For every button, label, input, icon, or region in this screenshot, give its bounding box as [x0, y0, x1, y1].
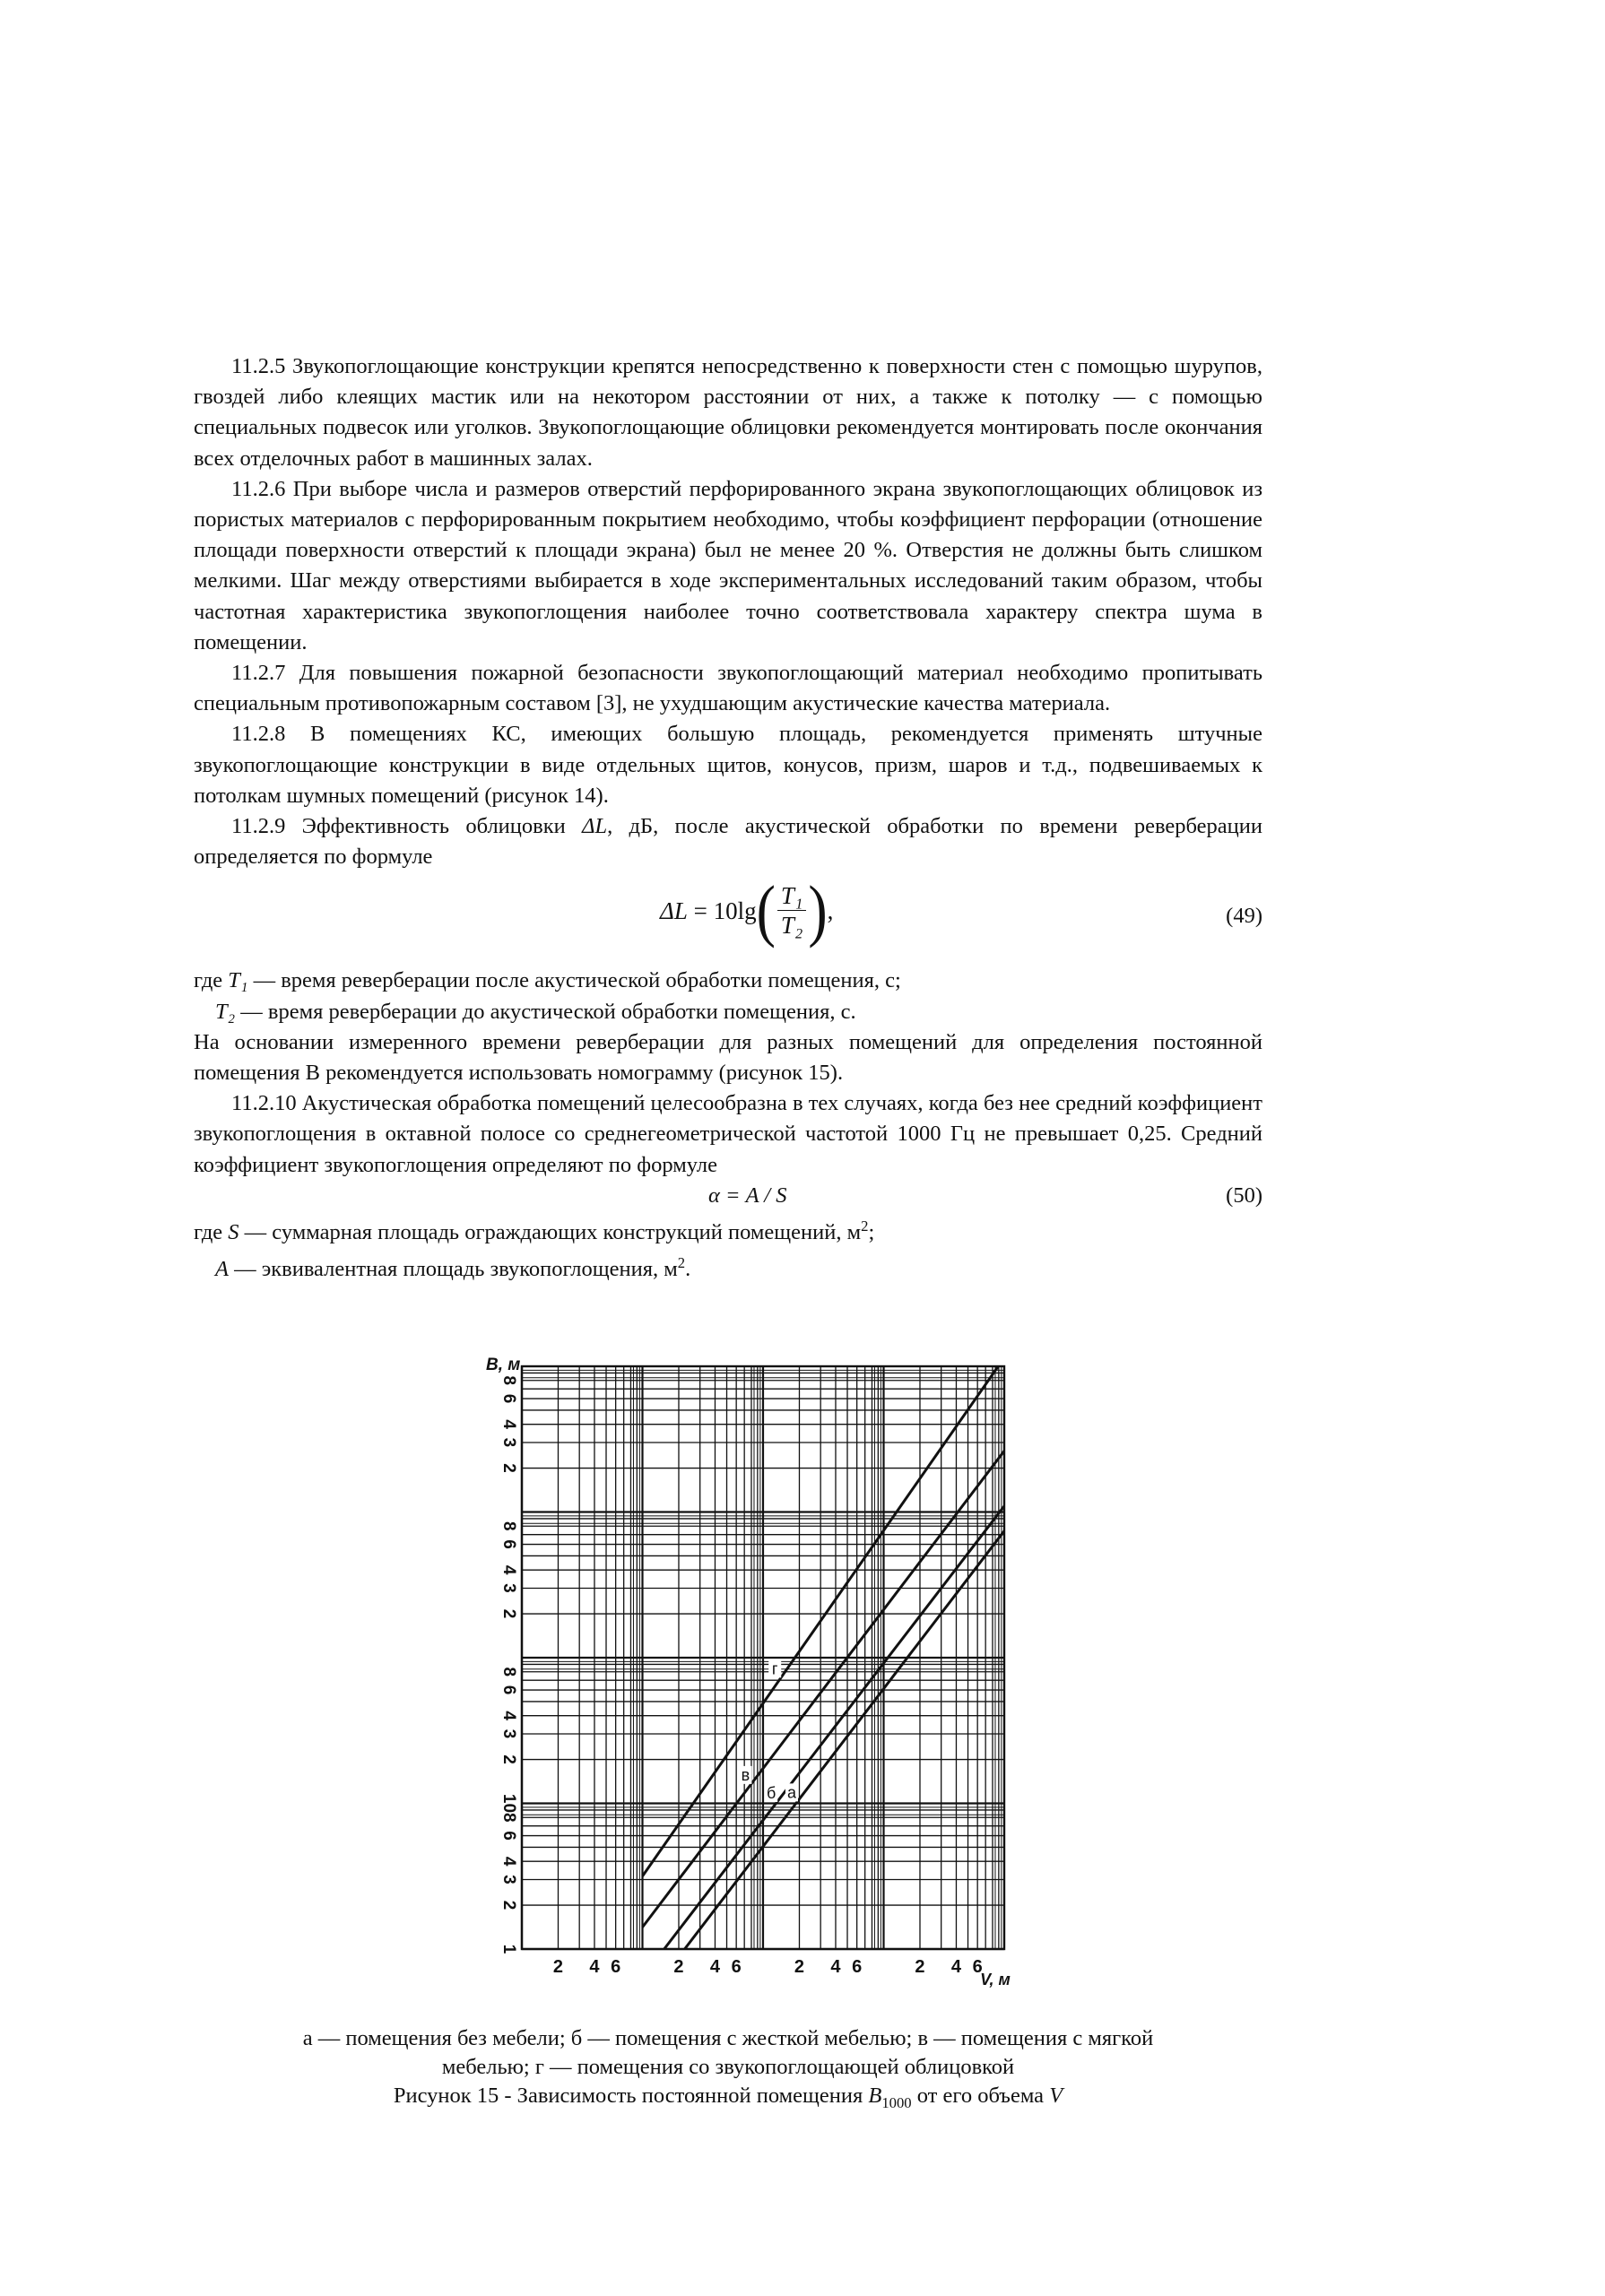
definition-t2 — [194, 997, 1262, 1027]
y-axis-label: B, м — [486, 1356, 521, 1374]
s-definition: — суммарная площадь ограждающих конструкций помещений, м — [239, 1220, 862, 1245]
formula-49-log: = 10lg — [687, 897, 757, 924]
y-tick-label: 2 — [499, 1608, 518, 1619]
equation-number-49: (49) — [1226, 904, 1262, 929]
paragraph-11-2-9 — [194, 811, 1262, 872]
paragraph-nomogram-basis: На основании измеренного времени реверберации для разных помещений для определения постоянной помещения В рекомендуется использовать номограмму (рисунок 15). — [194, 1029, 1262, 1086]
fraction-denominator: T₂ — [780, 912, 803, 940]
definition-s — [194, 1211, 1262, 1248]
y-tick-label: 2 — [499, 1900, 518, 1910]
y-tick-label: 8 — [499, 1812, 518, 1823]
definition-a — [194, 1248, 1262, 1285]
definition-t1 — [194, 966, 1262, 996]
y-tick-label: 3 — [499, 1437, 518, 1448]
left-paren: ( — [756, 871, 776, 949]
caption-legend-line-2: мебелью; г — помещения со звукопоглощающей облицовкой — [441, 2055, 1015, 2079]
semicolon: ; — [868, 1220, 875, 1245]
caption-b-subscript: 1000 — [881, 2093, 912, 2111]
t2-symbol: T₂ — [215, 999, 236, 1024]
caption-title-middle: от его объема — [911, 2084, 1050, 2108]
x-tick-label: 6 — [972, 1957, 983, 1977]
formula-49-expression — [660, 871, 834, 949]
paragraph-11-2-5: 11.2.5 Звукопоглощающие конструкции крепятся непосредственно к поверхности стен с помощью шурупов, гвоздей либо клеящих мастик или на некотором расстоянии от них, а также к потолку — с помощью специальных подвесок или уголков. Звукопоглощающие облицовки рекомендуется монтировать после окончания всех отделочных работ в машинных залах. — [194, 354, 1262, 471]
y-tick-label: 3 — [499, 1728, 518, 1739]
right-paren: ) — [808, 871, 828, 949]
s-symbol: S — [228, 1220, 239, 1245]
y-tick-label: 4 — [499, 1856, 518, 1867]
series-line-в — [643, 1432, 1019, 1928]
y-tick-label: 2 — [499, 1463, 518, 1473]
x-tick-label: 6 — [852, 1957, 863, 1977]
paragraph-11-2-9-end: , дБ, после акустической обработки по времени реверберации определяется по формуле — [194, 814, 1262, 870]
t1-definition: — время реверберации после акустической обработки помещения, с; — [247, 968, 901, 993]
x-axis-label: V, м — [980, 1971, 1011, 1988]
formula-49-fraction — [777, 881, 806, 940]
y-tick-label: 1 — [499, 1944, 518, 1954]
body-text — [194, 351, 1262, 1286]
paragraph-11-2-8: 11.2.8 В помещениях КС, имеющих большую площадь, рекомендуется применять штучные звукопоглощающие конструкции в виде отдельных щитов, конусов, призм, шаров и т.д., подвешиваемых к потолкам шумных помещений (рисунок 14). — [194, 722, 1262, 808]
formula-50 — [194, 1181, 1262, 1211]
delta-l-symbol: ΔL — [582, 814, 608, 839]
y-tick-label: 3 — [499, 1583, 518, 1593]
x-tick-label: 6 — [731, 1957, 742, 1977]
y-tick-label: 8 — [499, 1375, 518, 1386]
formula-50-expression: α = A / S — [708, 1183, 787, 1208]
paragraph-11-2-6: 11.2.6 При выборе числа и размеров отверстий перфорированного экрана звукопоглощающих облицовок из пористых материалов с перфорированным покрытием необходимо, чтобы коэффициент перфорации (отношение площади поверхности отверстий к площади экрана) был не менее 20 %. Отверстия не должны быть слишком мелкими. Шаг между отверстиями выбирается в ходе экспериментальных исследований таким образом, чтобы частотная характеристика звукопоглощения наиболее точно соответствовала характеру спектра шума в помещении. — [194, 476, 1262, 654]
x-tick-label: 2 — [915, 1957, 925, 1977]
chart-grid — [522, 1366, 1004, 1949]
x-tick-label: 6 — [611, 1957, 621, 1977]
paragraph-11-2-7: 11.2.7 Для повышения пожарной безопасности звукопоглощающий материал необходимо пропитывать специальным противопожарным составом [3], не ухудшающим акустические качества материала. — [194, 661, 1262, 716]
y-tick-label: 8 — [499, 1667, 518, 1677]
paragraph-11-2-9-start: 11.2.9 Эффективность облицовки — [231, 814, 583, 839]
y-tick-label: 10 — [499, 1793, 518, 1814]
x-tick-label: 2 — [552, 1957, 564, 1977]
square-superscript: 2 — [861, 1217, 869, 1235]
y-tick-label: 3 — [499, 1875, 518, 1884]
caption-legend-line-1: а — помещения без мебели; б — помещения с жесткой мебелью; в — помещения с мягкой — [302, 2026, 1154, 2050]
formula-49 — [194, 871, 1262, 957]
x-tick-label: 4 — [589, 1957, 600, 1977]
fraction-numerator: T₁ — [777, 881, 806, 911]
series-label: б — [767, 1784, 776, 1803]
figure-caption — [194, 2024, 1262, 2118]
formula-49-comma: , — [827, 897, 834, 924]
y-tick-label: 4 — [499, 1419, 518, 1429]
caption-title-start: Рисунок 15 - Зависимость постоянной помещения — [393, 2084, 869, 2108]
y-tick-label: 6 — [499, 1685, 518, 1695]
y-tick-label: 4 — [499, 1564, 518, 1575]
series-label: в — [741, 1765, 750, 1784]
x-tick-label: 4 — [709, 1957, 721, 1977]
caption-v-symbol: V — [1049, 2084, 1063, 2108]
caption-b-symbol: B — [868, 2084, 882, 2108]
period: . — [685, 1257, 691, 1282]
y-tick-label: 6 — [499, 1831, 518, 1841]
x-tick-label: 4 — [830, 1957, 841, 1977]
y-tick-label: 2 — [499, 1754, 518, 1764]
series-label: г — [771, 1659, 778, 1678]
y-tick-label: 6 — [499, 1393, 518, 1404]
paragraph-11-2-10: 11.2.10 Акустическая обработка помещений целесообразна в тех случаях, когда без нее средний коэффициент звукопоглощения в октавной полосе со среднегеометрической частотой 1000 Гц не превышает 0,25. Средний коэффициент звукопоглощения определяют по формуле — [194, 1091, 1262, 1177]
nomogram-chart — [466, 1352, 1022, 2006]
caption-title — [194, 2082, 1262, 2118]
t1-symbol: T₁ — [228, 968, 248, 993]
x-tick-label: 4 — [950, 1957, 962, 1977]
a-symbol: A — [215, 1257, 229, 1282]
x-tick-label: 2 — [673, 1957, 684, 1977]
equation-number-50: (50) — [1226, 1183, 1262, 1208]
x-tick-label: 2 — [794, 1957, 805, 1977]
nomogram-figure — [466, 1352, 1022, 2006]
a-definition: — эквивалентная площадь звукопоглощения, м — [228, 1257, 678, 1282]
square-superscript-2: 2 — [677, 1254, 686, 1272]
t2-definition: — время реверберации до акустической обработки помещения, с. — [235, 999, 856, 1024]
formula-49-lhs: ΔL — [660, 897, 688, 924]
y-tick-label: 4 — [499, 1711, 518, 1720]
where-label-2: где — [194, 1220, 229, 1245]
y-tick-label: 6 — [499, 1539, 518, 1549]
series-label: а — [786, 1783, 796, 1802]
y-tick-label: 8 — [499, 1521, 518, 1531]
where-label: где — [194, 968, 229, 993]
